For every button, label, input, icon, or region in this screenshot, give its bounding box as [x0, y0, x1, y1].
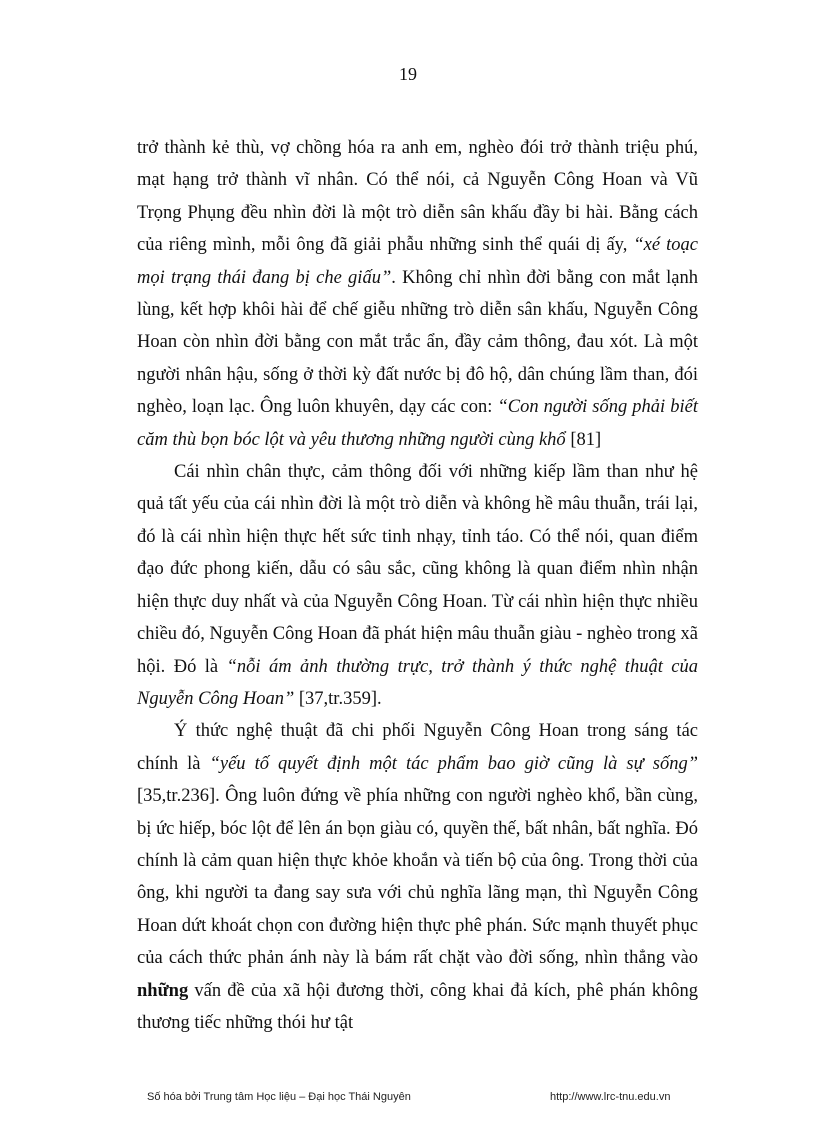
quote-con-nguoi-song: “Con người sống phải biết căm thù bọn bóc lột và yêu thương những người cùng khổ: [137, 397, 698, 450]
paragraph-2-text-1: Cái nhìn chân thực, cảm thông đối với những kiếp lầm than như hệ quả tất yếu của cái nhìn đời là một trò diễn và không hề mâu thuẫn, trái lại, đó là cái nhìn hiện thực hết sức tinh nhạy, tỉnh táo. Có thể nói, quan điểm đạo đức phong kiến, dẫu có sâu sắc, cũng không là quan điểm nhìn nhận hiện thực duy nhất và của Nguyễn Công Hoan. Từ cái nhìn hiện thực nhiều chiều đó, Nguyễn Công Hoan đã phát hiện mâu thuẫn giàu - nghèo trong xã hội. Đó là: [137, 462, 698, 677]
paragraph-1-text-2: . Không chỉ nhìn đời bằng con mắt lạnh lùng, kết hợp khôi hài để chế giễu những trò diễn sân khấu, Nguyễn Công Hoan còn nhìn đời bằng con mắt trắc ẩn, đầy cảm thông, đau xót. Là một người nhân hậu, sống ở thời kỳ đất nước bị đô hộ, dân chúng lầm than, đói nghèo, loạn lạc. Ông luôn khuyên, dạy các con:: [137, 267, 698, 418]
paragraph-3-text-2: [35,tr.236]. Ông luôn đứng về phía những con người nghèo khổ, bần cùng, bị ức hiếp, bóc lột để lên án bọn giàu có, quyền thế, bất nhân, bất nghĩa. Đó chính là cảm quan hiện thực khỏe khoắn và tiến bộ của ông. Trong thời của ông, khi người ta đang say sưa với chủ nghĩa lãng mạn, thì Nguyễn Công Hoan dứt khoát chọn con đường hiện thực phê phán. Sức mạnh thuyết phục của cách thức phản ánh này là bám rất chặt vào đời sống, nhìn thẳng vào: [137, 786, 698, 969]
body-text: [137, 132, 698, 1039]
paragraph-3-text-3: vấn đề của xã hội đương thời, công khai đả kích, phê phán không thương tiếc những thói hư tật: [137, 980, 698, 1033]
page-number: 19: [399, 64, 417, 84]
citation-37: [37,tr.359].: [294, 688, 382, 709]
paragraph-2: [137, 456, 698, 715]
quote-xe-toac: “xé toạc mọi trạng thái đang bị che giấu”: [137, 235, 699, 288]
paragraph-1: [137, 132, 698, 456]
quote-yeu-to-quyet-dinh: “yếu tố quyết định một tác phẩm bao giờ cũng là sự sống”: [209, 753, 698, 774]
bold-nhung: những: [137, 980, 189, 1001]
citation-81: [81]: [565, 429, 602, 450]
footer-source: Số hóa bởi Trung tâm Học liệu – Đại học Thái Nguyên: [147, 1091, 411, 1103]
paragraph-3-text-1: Ý thức nghệ thuật đã chi phối Nguyễn Công Hoan trong sáng tác chính là: [137, 721, 698, 774]
quote-noi-am-anh: “nỗi ám ảnh thường trực, trở thành ý thức nghệ thuật của Nguyễn Công Hoan”: [137, 656, 698, 709]
footer-url: http://www.lrc-tnu.edu.vn: [550, 1091, 671, 1103]
paragraph-1-text-1: trở thành kẻ thù, vợ chồng hóa ra anh em, nghèo đói trở thành triệu phú, mạt hạng trở thành vĩ nhân. Có thể nói, cả Nguyễn Công Hoan và Vũ Trọng Phụng đều nhìn đời là một trò diễn sân khấu đầy bi hài. Bằng cách của riêng mình, mỗi ông đã giải phẫu những sinh thể quái dị ấy,: [137, 138, 698, 256]
paragraph-3: [137, 715, 698, 1039]
